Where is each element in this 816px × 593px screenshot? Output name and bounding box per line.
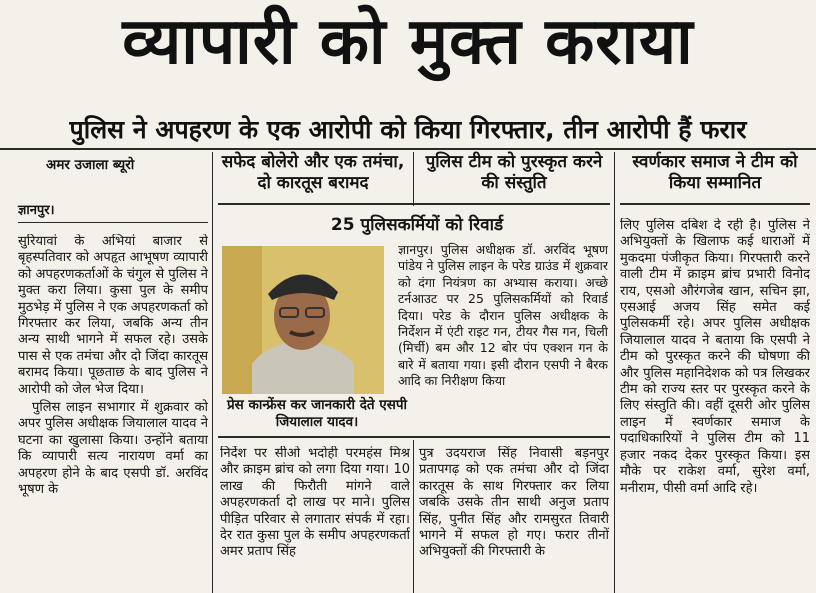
column-4: लिए पुलिस दबिश दे रही है। पुलिस ने अभियुक्तों के खिलाफ कई धाराओं में मुकदमा पंजीकृत किया। गिरफ्तारी करने वाली टीम में क्राइम ब्रांच प्रभारी विनोद राय, एसओ औरंगजेब खान, सचिन झा, एसआई अजय सिंह समेत कई पुलिसकर्मी रहे। अपर पुलिस अधीक्षक जियालाल यादव ने बताया कि एसपी ने टीम को पुरस्कृत करने की घोषणा की और पुलिस महानिदेशक को पत्र लिखकर टीम को राज्य स्तर पर पुरस्कृत करने के लिए संस्तुति की। वहीं दूसरी ओर पुलिस लाइन में स्वर्णकार समाज के पदाधिकारियों ने पुलिस टीम को 11 हजार नकद देकर पुरस्कृत किया। इस मौके पर राकेश वर्मा, सुरेश वर्मा, मनीराम, पीसी वर्मा आदि रहे।: [620, 218, 810, 496]
byline: अमर उजाला ब्यूरो: [46, 157, 135, 173]
photo-caption: प्रेस कान्फ्रेंस कर जानकारी देते एसपी जियालाल यादव।: [226, 397, 408, 430]
sp-photo: [222, 246, 384, 394]
column-rule-1: [212, 152, 213, 593]
column-1-paragraph-2: पुलिस लाइन सभागार में शुक्रवार को अपर पुलिस अधीक्षक जियालाल यादव ने घटना का खुलासा किया। उन्होंने बताया कि व्यापारी सत्य नारायण वर्मा का अपहरण होने के बाद एसपी डॉ. अरविंद भूषण के: [18, 400, 208, 498]
reward-article: ज्ञानपुर। पुलिस अधीक्षक डॉ. अरविंद भूषण पांडेय ने पुलिस लाइन के परेड ग्राउंड में शुक्रवार को दंगा नियंत्रण का अभ्यास कराया। अच्छे टर्नआउट पर 25 पुलिसकर्मियों को रिवार्ड दिया। परेड के दौरान पुलिस अधीक्षक के निर्देशन में एंटी राइट गन, टीयर गैस गन, चिली (मिर्ची) बम और 12 बोर पंप एक्शन गन के बारे में बताया गया। इसी दौरान एसपी ने बैरक आदि का निरीक्षण किया: [398, 242, 608, 389]
column-rule-2: [413, 152, 414, 206]
dateline: ज्ञानपुर।: [18, 203, 55, 218]
reward-title: 25 पुलिसकर्मियों को रिवार्ड: [330, 215, 504, 235]
header-rule: [0, 148, 816, 150]
subheadline: पुलिस ने अपहरण के एक आरोपी को किया गिरफ्तार, तीन आरोपी हैं फरार: [69, 115, 747, 144]
column-3-bottom: पुत्र उदयराज सिंह निवासी बड़नपुर प्रतापगढ़ को एक तमंचा और दो जिंदा कारतूस के साथ गिरफ्तार कर लिया जबकि उसके तीन साथी अनुज प्रताप सिंह, पुनीत सिंह और रामसुरत तिवारी भागने में सफल हो गए। फरार तीनों अभियुक्तों की गिरफ्तारी के: [419, 446, 609, 560]
headline: व्यापारी को मुक्त कराया: [122, 5, 694, 79]
subhead-goldsmith: स्वर्णकार समाज ने टीम को किया सम्मानित: [632, 152, 798, 193]
column-rule-mid: [413, 440, 414, 593]
subhead-bolero: सफेद बोलेरो और एक तमंचा, दो कारतूस बरामद: [221, 152, 405, 193]
column-rule-3: [614, 152, 615, 593]
column-1-paragraph-1: सुरियावां के अभियां बाजार से बृहस्पतिवार को अपहृत आभूषण व्यापारी को अपहरणकर्ताओं के चंगुल से पुलिस ने मुक्त करा लिया। कुसा पुल के समीप मुठभेड़ में पुलिस ने एक अपहरणकर्ता को गिरफ्तार कर लिया, जबकि अन्य तीन अन्य साथी भागने में सफल रहे। उसके पास से एक तमंचा और दो जिंदा कारतूस बरामद किया। पूछताछ के बाद पुलिस ने आरोपी को जेल भेज दिया।: [18, 234, 208, 397]
subhead-underline: [218, 203, 610, 205]
column-2-bottom: निर्देश पर सीओ भदोही परमहंस मिश्र और क्राइम ब्रांच को लगा दिया गया। 10 लाख की फिरौती मांगने वाले अपहरणकर्ता दो लाख पर माने। पुलिस पीड़ित परिवार से लगातार संपर्क में रहा। देर रात कुसा पुल के समीप अपहरणकर्ता अमर प्रताप सिंह: [220, 446, 410, 560]
column-1: [18, 234, 208, 593]
subhead-underline-right: [620, 203, 810, 205]
dateline-rule: [18, 222, 208, 223]
officer-portrait: [222, 246, 384, 394]
reward-box-bottom-rule: [218, 436, 610, 438]
subhead-team: पुलिस टीम को पुरस्कृत करने की संस्तुति: [425, 152, 603, 193]
